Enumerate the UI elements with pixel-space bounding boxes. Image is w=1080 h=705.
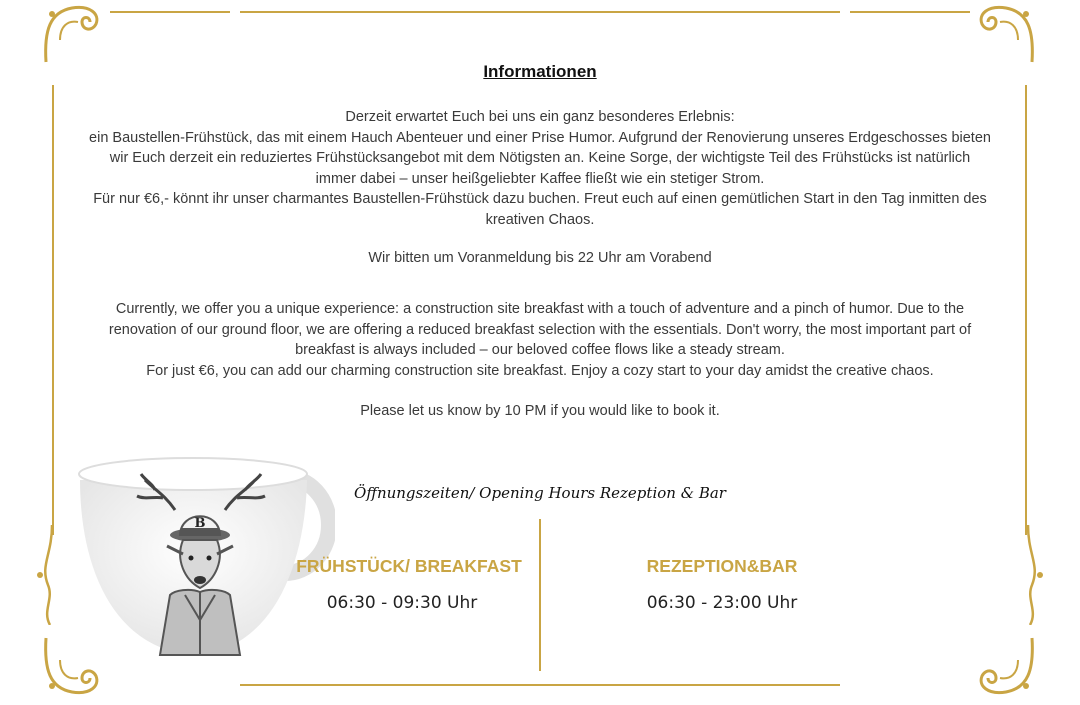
german-line: ein Baustellen-Frühstück, das mit einem Hauch Abenteuer und einer Prise Humor. Aufgrund der Renovierung unseres Erdgeschosses bieten xyxy=(89,129,991,146)
ornament-top-left-icon xyxy=(38,0,108,70)
german-line: Derzeit erwartet Euch bei uns ein ganz besonderes Erlebnis: xyxy=(345,109,735,125)
frame-top-right-line xyxy=(850,11,970,13)
german-paragraph xyxy=(80,107,1000,230)
breakfast-label: FRÜHSTÜCK/ BREAKFAST xyxy=(296,556,522,576)
english-line: Currently, we offer you a unique experience: a construction site breakfast with a touch of adventure and a pinch of humor. Due to the xyxy=(115,301,965,317)
frame-right-line xyxy=(1025,85,1027,535)
frame-top-line xyxy=(240,11,840,13)
frame-top-left-line xyxy=(110,11,230,13)
german-line: kreativen Chaos. xyxy=(485,211,595,228)
hat-letter: B xyxy=(194,516,206,531)
opening-hours-heading: Öffnungszeiten/ Opening Hours Rezeption & Bar xyxy=(354,484,726,502)
german-line: immer dabei – unser heißgeliebter Kaffee fließt wie ein stetiger Strom. xyxy=(315,170,765,187)
english-line: breakfast is always included – our beloved coffee flows like a steady stream. xyxy=(295,342,785,358)
ornament-bottom-right-icon xyxy=(970,630,1040,700)
german-line: wir Euch derzeit ein reduziertes Frühstücksangebot mit dem Nötigsten an. Keine Sorge, der wichtigste Teil des Frühstücks ist natürlich xyxy=(109,150,971,166)
german-line: Für nur €6,- könnt ihr unser charmantes Baustellen-Frühstück dazu buchen. Freut euch auf einen gemütlichen Start in den Tag inmitten des xyxy=(93,191,987,207)
english-line: For just €6, you can add our charming construction site breakfast. Enjoy a cozy start to your day amidst the creative chaos. xyxy=(146,362,934,379)
ornament-top-right-icon xyxy=(970,0,1040,70)
german-booking-note: Wir bitten um Voranmeldung bis 22 Uhr am Vorabend xyxy=(368,250,712,266)
reception-bar-label: REZEPTION&BAR xyxy=(646,556,798,576)
info-title: Informationen xyxy=(483,62,597,81)
english-paragraph xyxy=(80,299,1000,381)
frame-left-line xyxy=(52,85,54,535)
deer-in-cup-logo-icon xyxy=(75,450,335,660)
ornament-mid-left-icon xyxy=(30,525,70,625)
breakfast-time: 06:30 - 09:30 Uhr xyxy=(326,593,478,613)
english-booking-note: Please let us know by 10 PM if you would like to book it. xyxy=(360,403,720,419)
frame-bottom-line xyxy=(240,684,840,686)
reception-bar-time: 06:30 - 23:00 Uhr xyxy=(646,593,798,613)
english-line: renovation of our ground floor, we are offering a reduced breakfast selection with the essentials. Don't worry, the most important part of xyxy=(108,321,972,338)
ornament-mid-right-icon xyxy=(1010,525,1050,625)
